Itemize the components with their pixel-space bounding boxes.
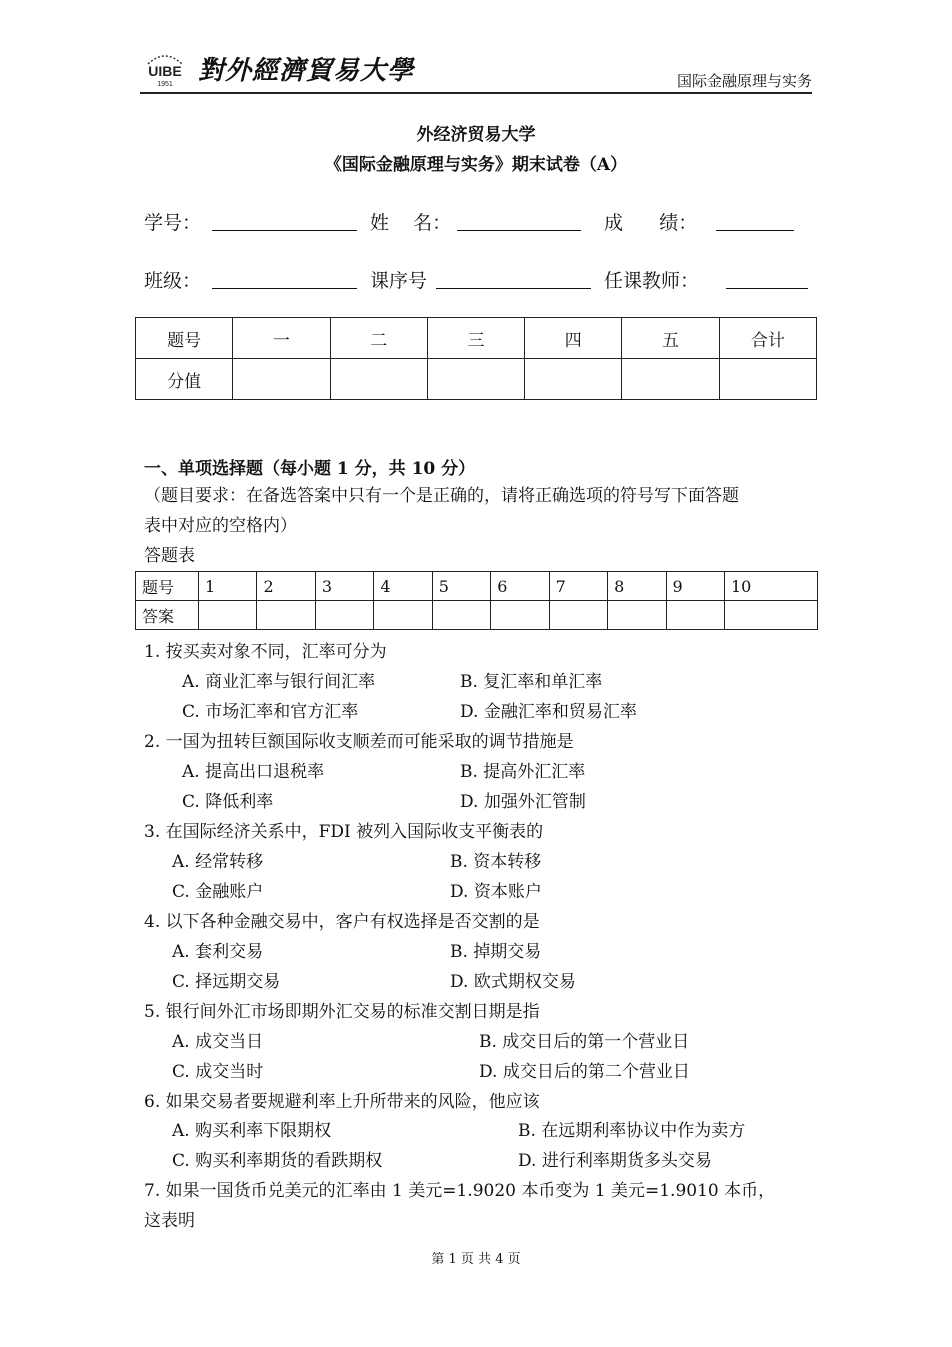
question-stem: 7. 如果一国货币兑美元的汇率由 1 美元=1.9020 本币变为 1 美元=1.9010 本币，	[144, 1181, 776, 1201]
answer-input-cell[interactable]	[199, 601, 257, 630]
section-instruction-1: （题目要求：在备选答案中只有一个是正确的，请将正确选项的符号写下面答题	[144, 486, 739, 506]
score-cell: 二	[330, 318, 427, 359]
answer-cell: 答案	[136, 601, 199, 630]
answer-input-cell[interactable]	[549, 601, 607, 630]
score-cell: 五	[622, 318, 719, 359]
score-input-cell[interactable]	[622, 359, 719, 400]
score-cell: 题号	[136, 318, 233, 359]
answer-cell: 8	[608, 572, 666, 601]
option-b: B. 掉期交易	[450, 942, 542, 962]
option-c: C. 降低利率	[182, 792, 274, 812]
exam-title-course: 《国际金融原理与实务》期末试卷（A）	[324, 155, 628, 175]
answer-cell: 6	[491, 572, 549, 601]
option-a: A. 成交当日	[172, 1032, 264, 1052]
question-stem-continued: 这表明	[144, 1211, 195, 1231]
answer-cell: 题号	[136, 572, 199, 601]
score-input-cell[interactable]	[525, 359, 622, 400]
svg-text:UIBE: UIBE	[148, 63, 182, 79]
answer-table-label: 答题表	[144, 546, 195, 566]
name-label: 姓 名：	[370, 212, 452, 234]
answer-input-cell[interactable]	[374, 601, 432, 630]
course-no-blank[interactable]	[436, 288, 591, 289]
svg-text:1951: 1951	[157, 81, 173, 88]
question-stem: 6. 如果交易者要规避利率上升所带来的风险，他应该	[144, 1092, 540, 1112]
section-title: 一、单项选择题（每小题 1 分，共 10 分）	[144, 459, 476, 479]
question-stem: 4. 以下各种金融交易中，客户有权选择是否交割的是	[144, 912, 540, 932]
option-b: B. 复汇率和单汇率	[460, 672, 603, 692]
option-c: C. 择远期交易	[172, 972, 281, 992]
option-d: D. 资本账户	[450, 882, 542, 902]
score-input-cell[interactable]	[233, 359, 330, 400]
option-b: B. 资本转移	[450, 852, 542, 872]
course-no-label: 课序号	[370, 270, 428, 292]
grade-label: 成 绩：	[604, 212, 698, 234]
answer-input-cell[interactable]	[608, 601, 666, 630]
question-stem: 1. 按买卖对象不同，汇率可分为	[144, 642, 387, 662]
option-d: D. 欧式期权交易	[450, 972, 576, 992]
score-table-value-row	[136, 359, 817, 400]
question-stem: 5. 银行间外汇市场即期外汇交易的标准交割日期是指	[144, 1002, 540, 1022]
score-cell: 三	[427, 318, 524, 359]
score-cell: 一	[233, 318, 330, 359]
class-label: 班级：	[144, 270, 202, 292]
answer-cell: 9	[666, 572, 724, 601]
student-id-label: 学号：	[144, 212, 202, 234]
teacher-label: 任课教师：	[604, 270, 700, 292]
option-b: B. 提高外汇汇率	[460, 762, 586, 782]
question-stem: 3. 在国际经济关系中，FDI 被列入国际收支平衡表的	[144, 822, 544, 842]
university-logo	[142, 46, 188, 88]
exam-title-university: 外经济贸易大学	[416, 125, 536, 145]
answer-cell: 3	[315, 572, 373, 601]
option-c: C. 市场汇率和官方汇率	[182, 702, 359, 722]
university-calligraphy: 對外經濟貿易大學	[198, 56, 415, 86]
question-stem: 2. 一国为扭转巨额国际收支顺差而可能采取的调节措施是	[144, 732, 574, 752]
option-d: D. 成交日后的第二个营业日	[479, 1062, 690, 1082]
section-instruction-2: 表中对应的空格内）	[144, 516, 297, 536]
answer-cell: 4	[374, 572, 432, 601]
option-a: A. 购买利率下限期权	[172, 1121, 332, 1141]
page-footer: 第 1 页 共 4 页	[431, 1252, 521, 1267]
name-blank[interactable]	[457, 230, 581, 231]
answer-cell: 5	[432, 572, 490, 601]
answer-table-answer-row	[136, 601, 818, 630]
option-d: D. 进行利率期货多头交易	[518, 1151, 712, 1171]
score-input-cell[interactable]	[330, 359, 427, 400]
score-table-header-row	[136, 318, 817, 359]
option-a: A. 提高出口退税率	[182, 762, 325, 782]
score-cell: 分值	[136, 359, 233, 400]
student-id-blank[interactable]	[212, 230, 357, 231]
answer-input-cell[interactable]	[491, 601, 549, 630]
answer-input-cell[interactable]	[432, 601, 490, 630]
score-cell: 四	[525, 318, 622, 359]
header-course-name: 国际金融原理与实务	[676, 72, 812, 90]
answer-cell: 10	[724, 572, 817, 601]
option-b: B. 在远期利率协议中作为卖方	[518, 1121, 746, 1141]
option-c: C. 成交当时	[172, 1062, 264, 1082]
answer-input-cell[interactable]	[257, 601, 315, 630]
grade-blank[interactable]	[716, 230, 794, 231]
score-table	[135, 317, 817, 400]
option-d: D. 金融汇率和贸易汇率	[460, 702, 637, 722]
class-blank[interactable]	[212, 288, 357, 289]
answer-table-header-row	[136, 572, 818, 601]
option-a: A. 经常转移	[172, 852, 264, 872]
answer-table	[135, 571, 818, 630]
option-a: A. 套利交易	[172, 942, 264, 962]
option-d: D. 加强外汇管制	[460, 792, 586, 812]
option-b: B. 成交日后的第一个营业日	[479, 1032, 690, 1052]
score-input-cell[interactable]	[427, 359, 524, 400]
answer-input-cell[interactable]	[724, 601, 817, 630]
score-cell: 合计	[719, 318, 816, 359]
answer-cell: 1	[199, 572, 257, 601]
answer-cell: 2	[257, 572, 315, 601]
option-a: A. 商业汇率与银行间汇率	[182, 672, 376, 692]
teacher-blank[interactable]	[726, 288, 808, 289]
answer-input-cell[interactable]	[666, 601, 724, 630]
header-divider	[140, 92, 812, 94]
score-input-cell[interactable]	[719, 359, 816, 400]
answer-cell: 7	[549, 572, 607, 601]
answer-input-cell[interactable]	[315, 601, 373, 630]
option-c: C. 购买利率期货的看跌期权	[172, 1151, 383, 1171]
option-c: C. 金融账户	[172, 882, 264, 902]
